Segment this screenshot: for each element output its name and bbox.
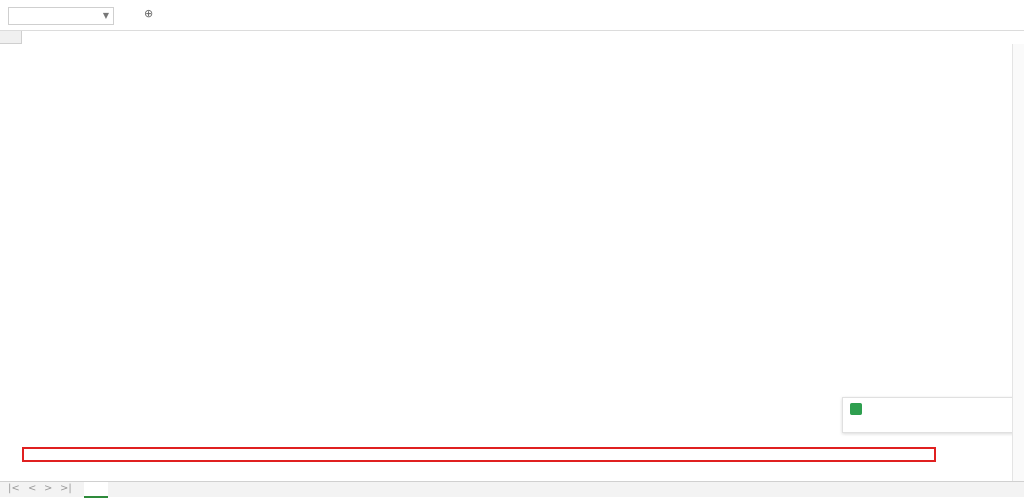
file-comment-popup[interactable] xyxy=(842,397,1024,433)
chevron-down-icon[interactable]: ▼ xyxy=(102,11,109,20)
vertical-scrollbar[interactable] xyxy=(1012,44,1024,481)
sheet-tab-bar xyxy=(0,481,1024,497)
prev-sheet-icon[interactable]: < xyxy=(28,483,37,494)
zoom-icon[interactable]: ⊕ xyxy=(144,7,154,20)
last-sheet-icon[interactable]: >| xyxy=(60,483,72,494)
sheet-tab-sheet2[interactable] xyxy=(136,482,160,496)
next-sheet-icon[interactable]: > xyxy=(44,483,53,494)
first-sheet-icon[interactable]: |< xyxy=(8,483,20,494)
select-all-corner[interactable] xyxy=(0,31,22,44)
selection-outline xyxy=(22,447,936,462)
formula-bar xyxy=(0,0,1024,31)
spreadsheet-file-icon xyxy=(850,403,862,415)
name-box[interactable] xyxy=(8,7,114,25)
